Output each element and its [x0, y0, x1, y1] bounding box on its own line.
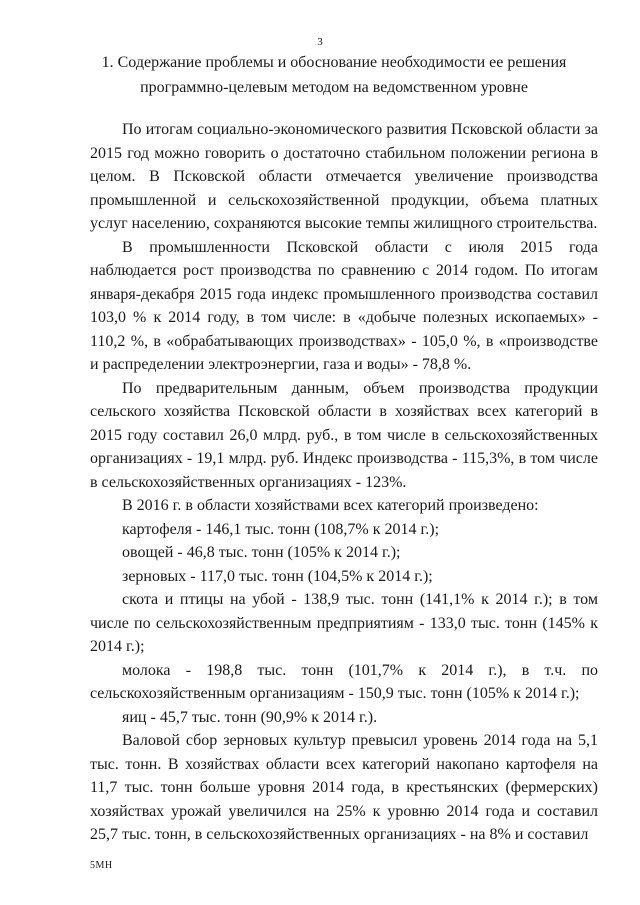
section-heading: 1. Содержание проблемы и обоснование необходимости ее решения программно-целевым методом на ведомственном уровне: [101, 54, 567, 96]
paragraph-production-intro: В 2016 г. в области хозяйствами всех категорий произведено:: [122, 497, 539, 514]
list-item-grain: зерновых - 117,0 тыс. тонн (104,5% к 2014 г.);: [122, 567, 433, 585]
paragraph-regional-overview: По итогам социально-экономического развития Псковской области за 2015 год можно говорить о достаточно стабильном положении региона в целом. В Псковской области отмечается увеличение производства промышленной и сельскохозяйственной продукции, объема платных услуг населению, сохраняются высокие темпы жилищного строительства.: [90, 121, 598, 232]
list-item-vegetables: овощей - 46,8 тыс. тонн (105% к 2014 г.);: [122, 544, 401, 561]
list-item-potatoes: картофеля - 146,1 тыс. тонн (108,7% к 2014 г.);: [122, 520, 440, 538]
list-item-eggs: яиц - 45,7 тыс. тонн (90,9% к 2014 г.).: [122, 708, 378, 726]
paragraph-agriculture: По предварительным данным, объем производства продукции сельского хозяйства Псковской области в хозяйствах всех категорий в 2015 году составил 26,0 млрд. руб., в том числе в сельскохозяйственных организациях - 19,1 млрд. руб. Индекс производства - 115,3%, в том числе в сельскохозяйственных организациях - 123%.: [90, 379, 598, 491]
paragraph-harvest: Валовой сбор зерновых культур превысил уровень 2014 года на 5,1 тыс. тонн. В хозяйствах области всех категорий накопано картофеля на 11,7 тыс. тонн больше уровня 2014 года, в крестьянских (фермерских) хозяйствах урожай увеличился на 25% к уровню 2014 года и составил 25,7 тыс. тонн, в сельскохозяйственных организациях - на 8% и составил: [90, 732, 598, 843]
page-number: 3: [317, 36, 323, 48]
footer-code: 5МН: [90, 860, 113, 871]
body-text: [90, 118, 598, 847]
list-item-milk: молока - 198,8 тыс. тонн (101,7% к 2014 г.), в т.ч. по сельскохозяйственным организациям - 150,9 тыс. тонн (105% к 2014 г.);: [90, 661, 598, 702]
list-item-livestock: скота и птицы на убой - 138,9 тыс. тонн (141,1% к 2014 г.); в том числе по сельскохозяйственным предприятиям - 133,0 тыс. тонн (145% к 2014 г.);: [90, 591, 598, 655]
paragraph-industry: В промышленности Псковской области с июля 2015 года наблюдается рост производства по сравнению с 2014 годом. По итогам января-декабря 2015 года индекс промышленного производства составил 103,0 % к 2014 году, в том числе: в «добыче полезных ископаемых» - 110,2 %, в «обрабатывающих производствах» - 105,0 %, в «производстве и распределении электроэнергии, газа и воды» - 78,8 %.: [90, 238, 598, 373]
